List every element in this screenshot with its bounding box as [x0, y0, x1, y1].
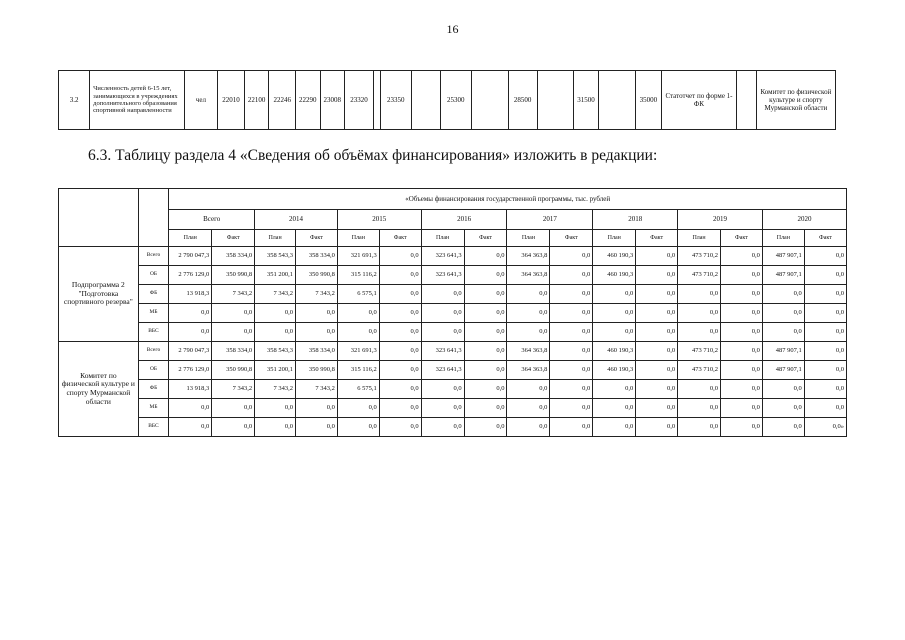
- year-header: 2020: [762, 210, 846, 230]
- value-cell: 0,0: [762, 380, 804, 399]
- value-cell: 7 343,2: [212, 285, 255, 304]
- value-cell: 0,0: [379, 323, 421, 342]
- value-cell: 0,0»: [804, 418, 846, 437]
- value-cell: 0,0: [721, 247, 763, 266]
- value-cell: 23008: [320, 71, 344, 130]
- value-cell: 0,0: [636, 323, 678, 342]
- year-header: 2017: [507, 210, 593, 230]
- value-cell: 0,0: [678, 399, 721, 418]
- value-cell: 358 334,0: [212, 342, 255, 361]
- value-cell: 0,0: [804, 266, 846, 285]
- funding-type: Всего: [138, 247, 169, 266]
- value-cell: 358 543,3: [255, 342, 296, 361]
- empty-cell: [736, 71, 756, 130]
- value-cell: 323 641,3: [421, 247, 464, 266]
- value-cell: 0,0: [550, 247, 593, 266]
- value-cell: 0,0: [212, 418, 255, 437]
- responsible: Комитет по физической культуре и спорту Мурманской области: [756, 71, 835, 130]
- value-cell: 0,0: [507, 323, 550, 342]
- value-cell: 0,0: [464, 304, 507, 323]
- value-cell: 6 575,1: [337, 380, 379, 399]
- value-cell: 350 990,8: [212, 266, 255, 285]
- value-cell: 0,0: [379, 342, 421, 361]
- value-cell: 0,0: [296, 418, 338, 437]
- plan-header: План: [169, 230, 212, 247]
- fact-header: Факт: [296, 230, 338, 247]
- value-cell: 0,0: [296, 323, 338, 342]
- value-cell: 0,0: [721, 304, 763, 323]
- value-cell: 0,0: [593, 304, 636, 323]
- value-cell: 0,0: [464, 266, 507, 285]
- value-cell: 473 710,2: [678, 361, 721, 380]
- plan-header: План: [421, 230, 464, 247]
- funding-type: Всего: [138, 342, 169, 361]
- value-cell: 0,0: [379, 266, 421, 285]
- value-cell: 0,0: [464, 323, 507, 342]
- value-cell: 2 776 129,0: [169, 361, 212, 380]
- value-cell: 358 334,0: [212, 247, 255, 266]
- page-number: 16: [446, 22, 459, 36]
- value-cell: 0,0: [593, 418, 636, 437]
- value-cell: 0,0: [593, 380, 636, 399]
- value-cell: 0,0: [804, 380, 846, 399]
- corner-cell: [59, 189, 139, 247]
- value-cell: 487 907,1: [762, 361, 804, 380]
- fact-header: Факт: [636, 230, 678, 247]
- value-cell: 0,0: [762, 323, 804, 342]
- value-cell: 0,0: [421, 304, 464, 323]
- value-cell: 0,0: [296, 399, 338, 418]
- value-cell: 0,0: [464, 380, 507, 399]
- value-cell: 473 710,2: [678, 247, 721, 266]
- value-cell: 0,0: [762, 304, 804, 323]
- value-cell: 487 907,1: [762, 266, 804, 285]
- group-name: Комитет по физической культуре и спорту Мурманской области: [59, 342, 139, 437]
- value-cell: 0,0: [762, 418, 804, 437]
- value-cell: 0,0: [593, 285, 636, 304]
- value-cell: 0,0: [421, 418, 464, 437]
- value-cell: 0,0: [421, 380, 464, 399]
- value-cell: 0,0: [337, 399, 379, 418]
- value-cell: 0,0: [721, 266, 763, 285]
- value-cell: 13 918,3: [169, 380, 212, 399]
- value-cell: 350 990,8: [296, 361, 338, 380]
- fact-header: Факт: [379, 230, 421, 247]
- value-cell: 487 907,1: [762, 342, 804, 361]
- value-cell: 0,0: [507, 304, 550, 323]
- value-cell: 0,0: [337, 418, 379, 437]
- value-cell: 350 990,8: [296, 266, 338, 285]
- plan-header: План: [337, 230, 379, 247]
- value-cell: 0,0: [636, 380, 678, 399]
- indicators-table: [58, 70, 836, 130]
- value-cell: 0,0: [721, 323, 763, 342]
- value-cell: 323 641,3: [421, 266, 464, 285]
- value-cell: 0,0: [379, 418, 421, 437]
- funding-type: МБ: [138, 304, 169, 323]
- value-cell: 0,0: [804, 399, 846, 418]
- value-cell: 364 363,8: [507, 342, 550, 361]
- value-cell: 25300: [440, 71, 471, 130]
- value-cell: 2 776 129,0: [169, 266, 212, 285]
- value-cell: 364 363,8: [507, 361, 550, 380]
- value-cell: 0,0: [636, 399, 678, 418]
- value-cell: 0,0: [636, 266, 678, 285]
- value-cell: 22246: [269, 71, 296, 130]
- value-cell: 321 691,3: [337, 247, 379, 266]
- value-cell: 473 710,2: [678, 342, 721, 361]
- corner-cell: [138, 189, 169, 247]
- value-cell: 473 710,2: [678, 266, 721, 285]
- value-cell: 0,0: [379, 304, 421, 323]
- value-cell: 0,0: [550, 399, 593, 418]
- value-cell: 31500: [574, 71, 598, 130]
- value-cell: 0,0: [212, 399, 255, 418]
- value-cell: 0,0: [212, 304, 255, 323]
- empty-cell: [471, 71, 508, 130]
- value-cell: 0,0: [507, 380, 550, 399]
- finance-row: [59, 266, 847, 285]
- value-cell: 0,0: [721, 342, 763, 361]
- value-cell: 35000: [635, 71, 662, 130]
- value-cell: 0,0: [337, 323, 379, 342]
- value-cell: 23320: [345, 71, 374, 130]
- value-cell: 358 334,0: [296, 342, 338, 361]
- value-cell: 0,0: [678, 285, 721, 304]
- finance-row: [59, 285, 847, 304]
- value-cell: 0,0: [421, 285, 464, 304]
- finance-row: [59, 380, 847, 399]
- plan-header: План: [507, 230, 550, 247]
- value-cell: 0,0: [464, 342, 507, 361]
- value-cell: 0,0: [255, 399, 296, 418]
- value-cell: 0,0: [721, 418, 763, 437]
- value-cell: 487 907,1: [762, 247, 804, 266]
- value-cell: 0,0: [464, 361, 507, 380]
- value-cell: 0,0: [804, 247, 846, 266]
- value-cell: 0,0: [804, 342, 846, 361]
- funding-type: ОБ: [138, 266, 169, 285]
- fact-header: Факт: [464, 230, 507, 247]
- value-cell: 0,0: [636, 247, 678, 266]
- value-cell: 0,0: [379, 380, 421, 399]
- value-cell: 323 641,3: [421, 342, 464, 361]
- plan-header: План: [762, 230, 804, 247]
- value-cell: 7 343,2: [296, 285, 338, 304]
- fact-header: Факт: [550, 230, 593, 247]
- year-header: 2016: [421, 210, 507, 230]
- value-cell: 321 691,3: [337, 342, 379, 361]
- value-cell: 0,0: [550, 361, 593, 380]
- plan-header: План: [678, 230, 721, 247]
- finance-row: [59, 304, 847, 323]
- value-cell: 0,0: [421, 323, 464, 342]
- year-header: 2018: [593, 210, 678, 230]
- value-cell: 0,0: [507, 285, 550, 304]
- empty-cell: [537, 71, 574, 130]
- value-cell: 460 190,3: [593, 266, 636, 285]
- value-cell: 0,0: [255, 418, 296, 437]
- year-header: 2015: [337, 210, 421, 230]
- value-cell: 364 363,8: [507, 266, 550, 285]
- value-cell: 351 200,1: [255, 361, 296, 380]
- empty-cell: [373, 71, 380, 130]
- finance-row: [59, 361, 847, 380]
- value-cell: 7 343,2: [212, 380, 255, 399]
- value-cell: 7 343,2: [255, 380, 296, 399]
- table-caption: «Объемы финансирования государственной программы, тыс. рублей: [169, 189, 847, 210]
- row-number: 3.2: [59, 71, 90, 130]
- value-cell: 0,0: [255, 323, 296, 342]
- value-cell: 460 190,3: [593, 342, 636, 361]
- empty-cell: [598, 71, 635, 130]
- finance-row: [59, 342, 847, 361]
- value-cell: 0,0: [379, 285, 421, 304]
- value-cell: 323 641,3: [421, 361, 464, 380]
- finance-row: [59, 399, 847, 418]
- value-cell: 0,0: [593, 399, 636, 418]
- value-cell: 0,0: [464, 247, 507, 266]
- value-cell: 0,0: [550, 285, 593, 304]
- value-cell: 0,0: [721, 380, 763, 399]
- value-cell: 0,0: [296, 304, 338, 323]
- value-cell: 0,0: [507, 418, 550, 437]
- value-cell: 0,0: [636, 285, 678, 304]
- value-cell: 0,0: [721, 285, 763, 304]
- value-cell: 315 116,2: [337, 266, 379, 285]
- value-cell: 2 790 047,3: [169, 342, 212, 361]
- year-header: 2019: [678, 210, 763, 230]
- funding-type: ФБ: [138, 380, 169, 399]
- fact-header: Факт: [212, 230, 255, 247]
- plan-header: План: [593, 230, 636, 247]
- value-cell: 0,0: [804, 304, 846, 323]
- year-header: Всего: [169, 210, 255, 230]
- value-cell: 351 200,1: [255, 266, 296, 285]
- value-cell: 0,0: [636, 342, 678, 361]
- value-cell: 0,0: [169, 399, 212, 418]
- value-cell: 0,0: [255, 304, 296, 323]
- value-cell: 0,0: [678, 418, 721, 437]
- value-cell: 0,0: [721, 399, 763, 418]
- value-cell: 0,0: [762, 285, 804, 304]
- source: Статотчет по форме 1-ФК: [662, 71, 737, 130]
- value-cell: 0,0: [550, 342, 593, 361]
- value-cell: 0,0: [507, 399, 550, 418]
- value-cell: 0,0: [212, 323, 255, 342]
- value-cell: 22290: [296, 71, 320, 130]
- section-heading: 6.3. Таблицу раздела 4 «Сведения об объёмах финансирования» изложить в редакции:: [88, 147, 658, 164]
- value-cell: 0,0: [337, 304, 379, 323]
- value-cell: 6 575,1: [337, 285, 379, 304]
- value-cell: 358 334,0: [296, 247, 338, 266]
- value-cell: 22100: [244, 71, 268, 130]
- value-cell: 2 790 047,3: [169, 247, 212, 266]
- value-cell: 0,0: [593, 323, 636, 342]
- value-cell: 0,0: [464, 399, 507, 418]
- value-cell: 7 343,2: [296, 380, 338, 399]
- funding-type: ВБС: [138, 418, 169, 437]
- value-cell: 23350: [380, 71, 411, 130]
- value-cell: 0,0: [550, 266, 593, 285]
- value-cell: 358 543,3: [255, 247, 296, 266]
- value-cell: 28500: [508, 71, 537, 130]
- value-cell: 0,0: [379, 247, 421, 266]
- funding-type: ВБС: [138, 323, 169, 342]
- funding-type: ФБ: [138, 285, 169, 304]
- value-cell: 460 190,3: [593, 361, 636, 380]
- value-cell: 22010: [218, 71, 245, 130]
- value-cell: 13 918,3: [169, 285, 212, 304]
- unit: чел: [184, 71, 217, 130]
- value-cell: 0,0: [678, 304, 721, 323]
- value-cell: 0,0: [550, 323, 593, 342]
- value-cell: 0,0: [169, 323, 212, 342]
- value-cell: 0,0: [721, 361, 763, 380]
- value-cell: 0,0: [636, 361, 678, 380]
- empty-cell: [411, 71, 440, 130]
- finance-row: [59, 418, 847, 437]
- year-header: 2014: [255, 210, 338, 230]
- value-cell: 7 343,2: [255, 285, 296, 304]
- finance-row: [59, 247, 847, 266]
- value-cell: 0,0: [464, 418, 507, 437]
- value-cell: 0,0: [804, 323, 846, 342]
- finance-table: [58, 188, 847, 437]
- value-cell: 0,0: [678, 380, 721, 399]
- value-cell: 364 363,8: [507, 247, 550, 266]
- value-cell: 0,0: [636, 418, 678, 437]
- indicator-name: Численность детей 6-15 лет, занимающихся в учреждениях дополнительного образования спортивной направленности: [90, 71, 185, 130]
- funding-type: МБ: [138, 399, 169, 418]
- value-cell: 0,0: [550, 304, 593, 323]
- value-cell: 0,0: [804, 285, 846, 304]
- plan-header: План: [255, 230, 296, 247]
- value-cell: 0,0: [464, 285, 507, 304]
- value-cell: 0,0: [762, 399, 804, 418]
- group-name: Подпрограмма 2 "Подготовка спортивного резерва": [59, 247, 139, 342]
- value-cell: 0,0: [169, 304, 212, 323]
- indicator-row: [59, 71, 836, 130]
- value-cell: 0,0: [379, 399, 421, 418]
- value-cell: 0,0: [550, 418, 593, 437]
- value-cell: 0,0: [169, 418, 212, 437]
- fact-header: Факт: [721, 230, 763, 247]
- value-cell: 0,0: [379, 361, 421, 380]
- value-cell: 350 990,8: [212, 361, 255, 380]
- funding-type: ОБ: [138, 361, 169, 380]
- value-cell: 0,0: [636, 304, 678, 323]
- value-cell: 0,0: [421, 399, 464, 418]
- value-cell: 460 190,3: [593, 247, 636, 266]
- value-cell: 315 116,2: [337, 361, 379, 380]
- fact-header: Факт: [804, 230, 846, 247]
- finance-row: [59, 323, 847, 342]
- value-cell: 0,0: [804, 361, 846, 380]
- value-cell: 0,0: [550, 380, 593, 399]
- value-cell: 0,0: [678, 323, 721, 342]
